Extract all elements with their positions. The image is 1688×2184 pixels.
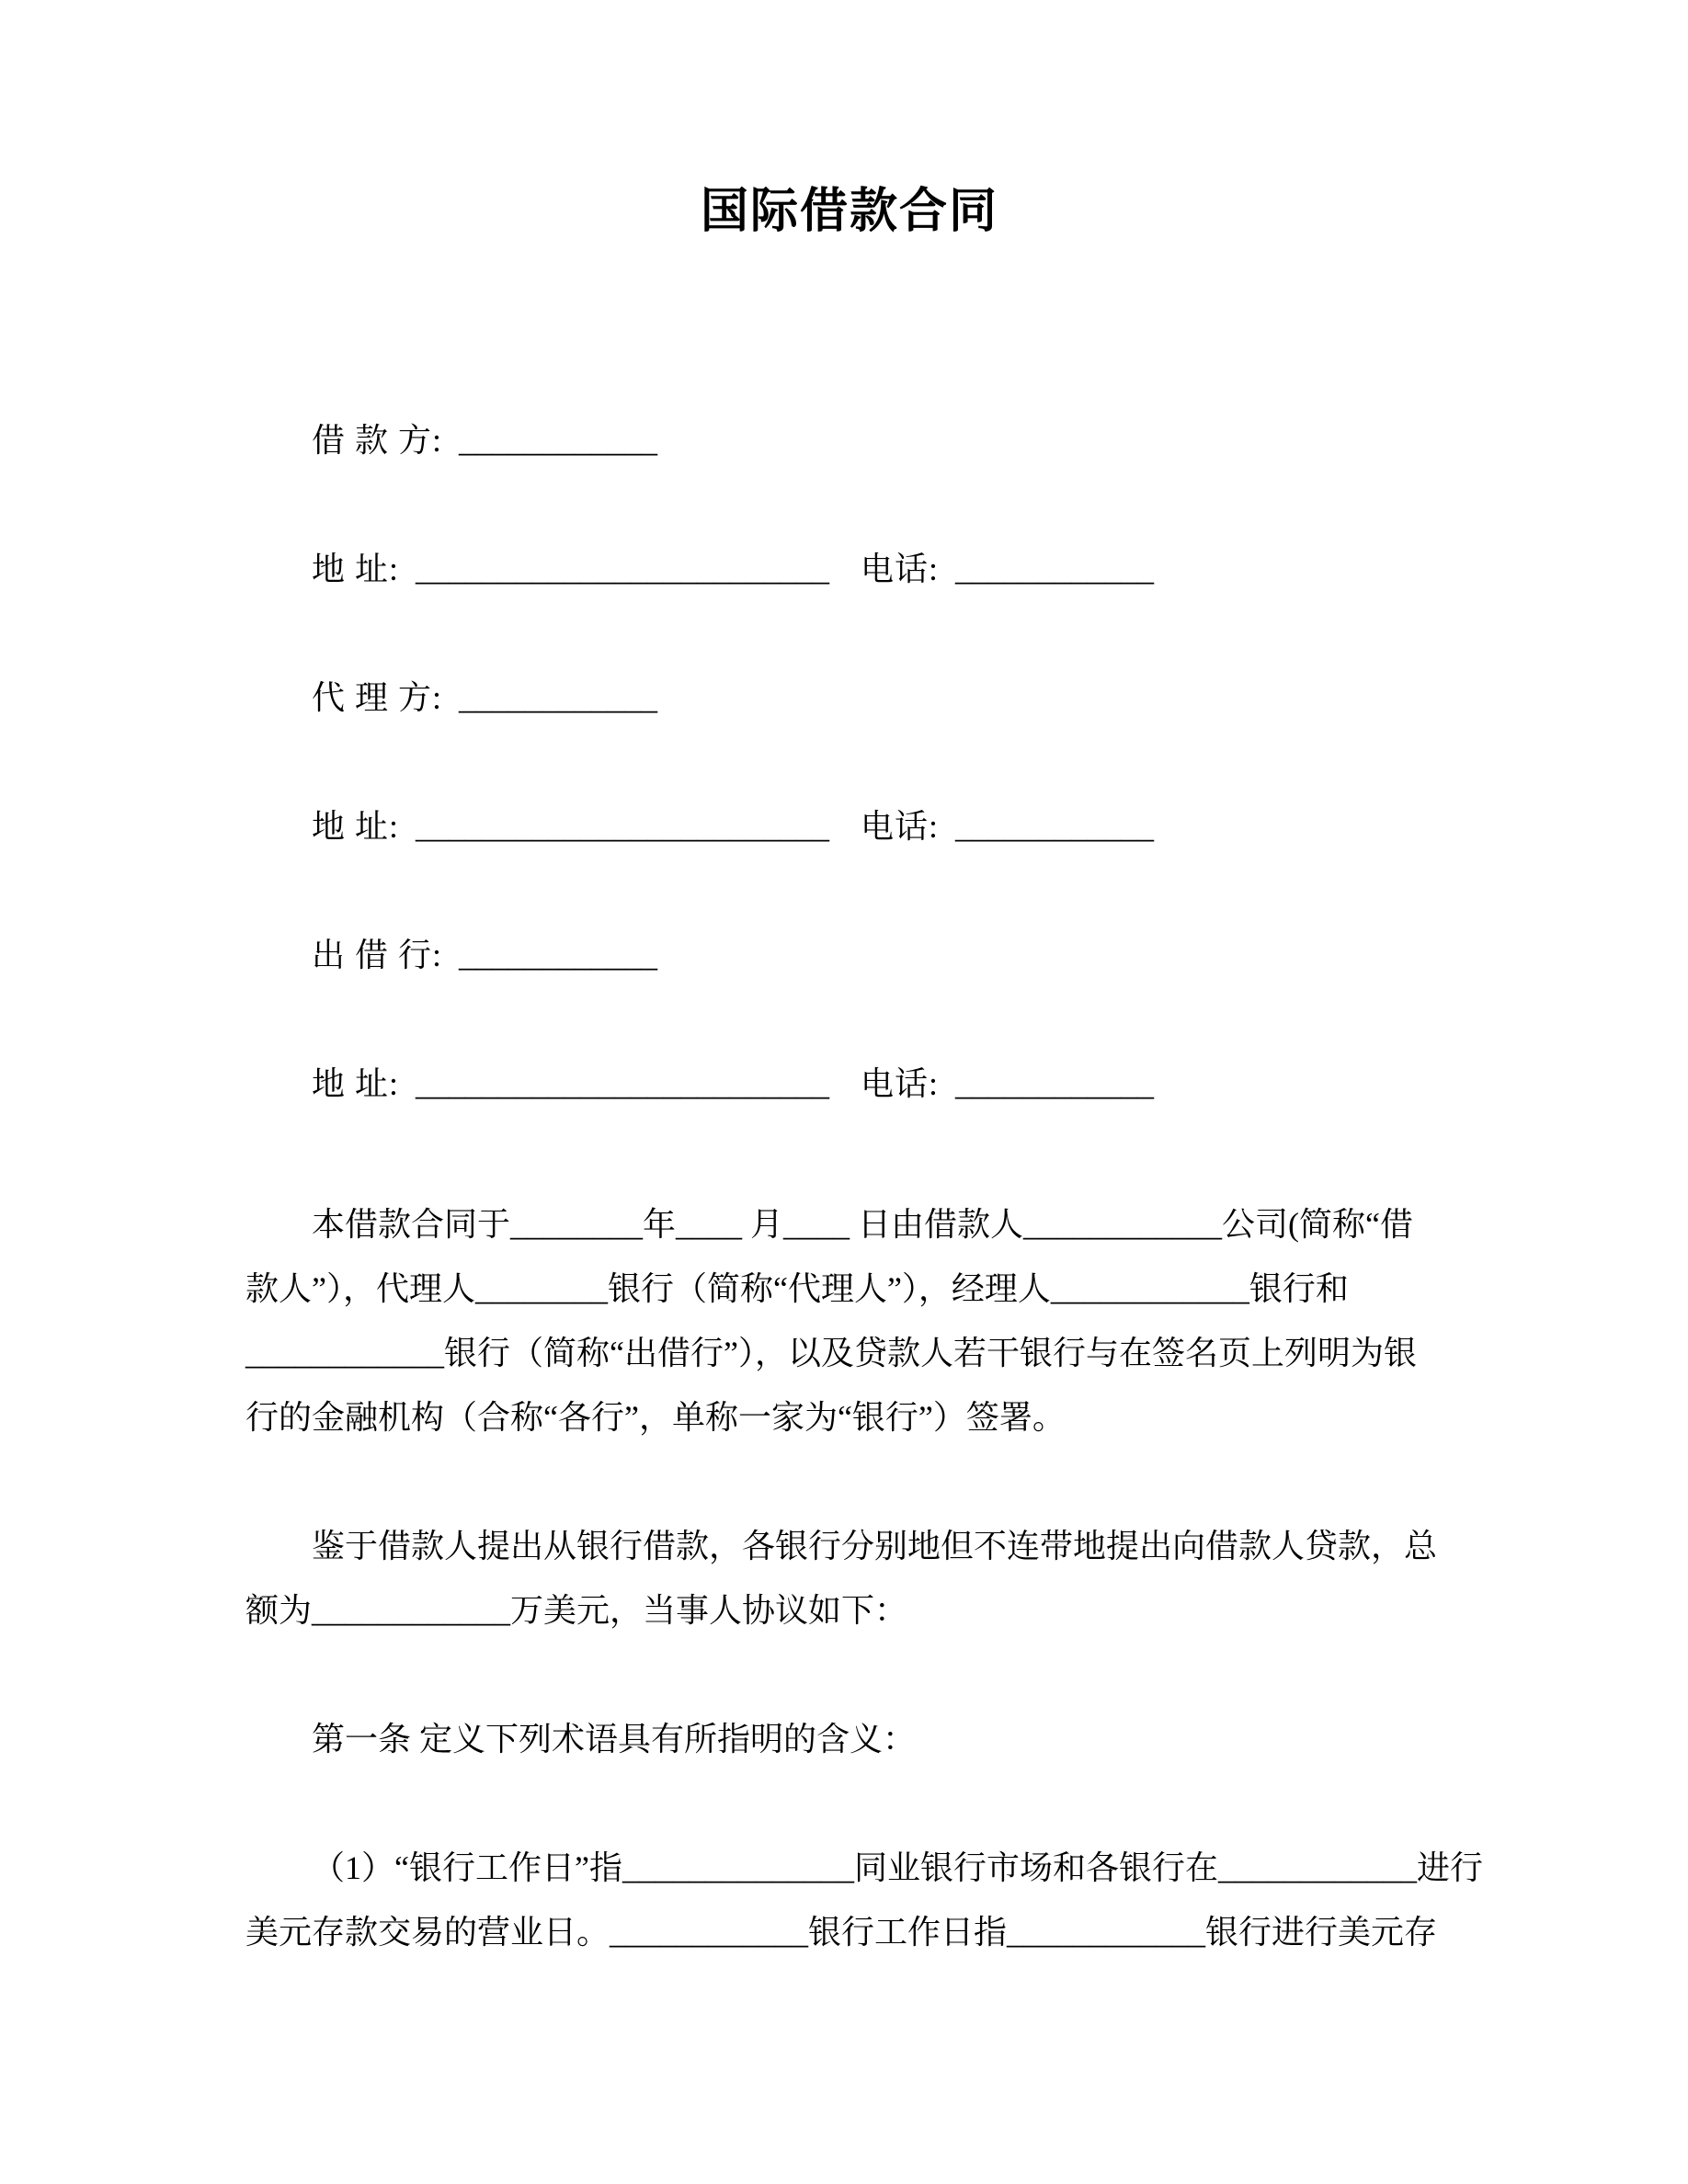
address-row-borrower xyxy=(245,549,1454,677)
paragraph-line: 本借款合同于________年____ 月____ 日由借款人____________公司(简称“借 xyxy=(312,1206,1413,1243)
paragraph-article-1-heading xyxy=(245,1707,1454,1771)
paragraph-line: 额为____________万美元，当事人协议如下： xyxy=(245,1592,908,1629)
address-label: 地 址: xyxy=(312,551,400,587)
borrower-blank: ____________ xyxy=(459,422,658,459)
address-blank: _________________________ xyxy=(416,551,830,587)
phone-blank: ____________ xyxy=(955,1065,1155,1102)
phone-label: 电话: xyxy=(861,1065,940,1102)
address-row-lending-bank xyxy=(245,1064,1454,1192)
address-label: 地 址: xyxy=(312,1065,400,1102)
party-row-borrower xyxy=(245,420,1454,549)
document-title: 国际借款合同 xyxy=(700,186,998,238)
phone-label: 电话: xyxy=(861,808,940,845)
paragraph-line: 行的金融机构（合称“各行”，单称一家为“银行”）签署。 xyxy=(245,1399,1066,1436)
agent-label: 代 理 方: xyxy=(312,679,443,716)
lending-bank-blank: ____________ xyxy=(459,937,658,973)
phone-blank: ____________ xyxy=(955,808,1155,845)
paragraph-line: （1）“银行工作日”指______________同业银行市场和各银行在____________进行 xyxy=(312,1849,1483,1886)
body-section xyxy=(245,1192,1483,1964)
borrower-label: 借 款 方: xyxy=(312,422,443,459)
party-row-agent xyxy=(245,677,1454,806)
paragraph-preamble xyxy=(245,1192,1454,1450)
paragraph-whereas xyxy=(245,1514,1454,1643)
address-blank: _________________________ xyxy=(416,1065,830,1102)
paragraph-line: 款人”），代理人________银行（简称“代理人”），经理人____________银行和 xyxy=(245,1270,1349,1307)
paragraph-line: ____________银行（简称“出借行”），以及贷款人若干银行与在签名页上列明为银 xyxy=(245,1335,1417,1371)
address-row-agent xyxy=(245,806,1454,935)
paragraph-line: 鉴于借款人提出从银行借款，各银行分别地但不连带地提出向借款人贷款，总 xyxy=(312,1528,1438,1564)
address-label: 地 址: xyxy=(312,808,400,845)
address-blank: _________________________ xyxy=(416,808,830,845)
agent-blank: ____________ xyxy=(459,679,658,716)
paragraph-line: 美元存款交易的营业日。____________银行工作日指____________银行进行美元存 xyxy=(245,1914,1438,1951)
parties-section xyxy=(245,420,1454,1192)
lending-bank-label: 出 借 行: xyxy=(312,937,443,973)
paragraph-line: 第一条 定义下列术语具有所指明的含义： xyxy=(312,1721,917,1757)
phone-blank: ____________ xyxy=(955,551,1155,587)
party-row-lending-bank xyxy=(245,935,1454,1064)
phone-label: 电话: xyxy=(861,551,940,587)
paragraph-definition-1 xyxy=(245,1836,1483,1964)
